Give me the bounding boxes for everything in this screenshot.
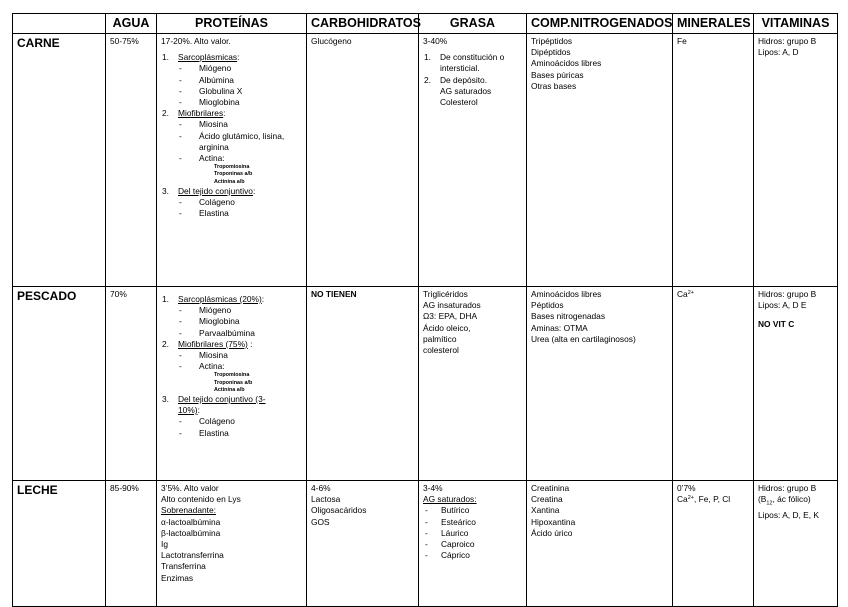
list-item: - Actina: xyxy=(179,361,225,372)
pescado-nitrogenados xyxy=(527,287,673,481)
list-item: Ácido úrico xyxy=(531,527,573,538)
list-item: Bases púricas xyxy=(531,69,584,80)
carne-grasa xyxy=(419,34,527,287)
header-agua: AGUA xyxy=(106,14,157,34)
carne-grasa-item-1: 1. De constitución o intersticial. xyxy=(424,52,505,74)
row-label-carne: CARNE xyxy=(13,34,106,287)
list-item: Creatina xyxy=(531,494,563,505)
carne-proteinas xyxy=(157,34,307,287)
pescado-vit-note: NO VIT C xyxy=(758,319,795,330)
carne-grasa-pct: 3-40% xyxy=(423,36,448,46)
carne-actina-sub-2: Troponinas a/b xyxy=(214,171,253,178)
list-item: Aminoácidos libres xyxy=(531,289,602,299)
list-item: - Láurico xyxy=(425,527,469,538)
pescado-minerales: $Ca^{2+}$ xyxy=(673,287,754,481)
leche-grasa xyxy=(419,481,527,607)
list-item: Péptidos xyxy=(531,300,564,311)
pescado-vit-hidros: Hidros: grupo B xyxy=(758,289,817,299)
list-item: - Globulina X xyxy=(179,85,243,96)
pescado-vitaminas xyxy=(754,287,838,481)
carne-carbohidratos: Glucógeno xyxy=(307,34,419,287)
list-item: 4-6% xyxy=(311,483,331,493)
list-item: Bases nitrogenadas xyxy=(531,311,606,322)
carne-actina-sub-1: Tropomiosina xyxy=(214,164,250,171)
list-item: Lactotransferrina xyxy=(161,550,224,561)
list-item: α-lactoalbúmina xyxy=(161,516,221,527)
list-item: Otras bases xyxy=(531,80,577,91)
list-item: Hipoxantina xyxy=(531,516,576,527)
list-item: - Actina: xyxy=(179,153,225,164)
list-item: Tripéptidos xyxy=(531,36,573,46)
list-item: Alto contenido en Lys xyxy=(161,494,241,505)
header-row xyxy=(13,14,838,34)
pescado-actina-sub-1: Tropomiosina xyxy=(214,372,250,379)
list-item: β-lactoalbúmina xyxy=(161,527,221,538)
header-carbohidratos: CARBOHIDRATOS xyxy=(307,14,419,34)
list-item: - Elastina xyxy=(179,427,229,438)
list-item: Aminoácidos libres xyxy=(531,58,602,69)
leche-grasa-pct: 3-4% xyxy=(423,483,443,493)
list-item: Transferrina xyxy=(161,561,206,572)
list-item: - Esteárico xyxy=(425,516,476,527)
list-item: GOS xyxy=(311,516,330,527)
list-item: Aminas: OTMA xyxy=(531,322,588,333)
leche-vit-lipos: Lipos: A, D, E, K xyxy=(758,510,819,521)
leche-min-pct: 0’7% xyxy=(677,483,696,493)
list-item: Triglicéridos xyxy=(423,289,468,299)
header-proteinas: PROTEÍNAS xyxy=(157,14,307,34)
list-item: Urea (alta en cartilaginosos) xyxy=(531,333,636,344)
list-item: - Caproico xyxy=(425,539,475,550)
list-item: AG insaturados xyxy=(423,300,481,311)
pescado-actina-sub-2: Troponinas a/b xyxy=(214,379,253,386)
list-item: - Miógeno xyxy=(179,63,232,74)
list-item: - Elastina xyxy=(179,208,229,219)
pescado-carbohidratos: NO TIENEN xyxy=(307,287,419,481)
leche-proteinas xyxy=(157,481,307,607)
row-label-pescado: PESCADO xyxy=(13,287,106,481)
pescado-actina-sub-3: Actinina a/b xyxy=(214,386,245,393)
carne-grasa-item-2: 2. De depósito. xyxy=(424,74,488,85)
list-item: Creatinina xyxy=(531,483,570,493)
list-item: Ω3: EPA, DHA xyxy=(423,311,478,322)
list-item: - Albúmina xyxy=(179,74,234,85)
carne-minerales: Fe xyxy=(673,34,754,287)
carne-prot-intro: 17-20%. Alto valor. xyxy=(161,36,231,46)
nutrition-table xyxy=(12,13,838,607)
leche-vit-hidros: Hidros: grupo B ($B_{12}$, ác fólico) xyxy=(758,483,817,507)
row-leche xyxy=(13,481,838,607)
leche-sobrenadante: Sobrenadante: xyxy=(161,505,216,516)
leche-agua: 85-90% xyxy=(106,481,157,607)
list-item: - Miógeno xyxy=(179,305,232,316)
leche-minerales xyxy=(673,481,754,607)
list-item: - Miosina xyxy=(179,119,228,130)
list-item: Dipéptidos xyxy=(531,47,571,58)
carne-vitaminas xyxy=(754,34,838,287)
list-item: Oligosacáridos xyxy=(311,505,367,516)
carne-nitrogenados xyxy=(527,34,673,287)
list-item: Ig xyxy=(161,539,168,550)
leche-nitrogenados xyxy=(527,481,673,607)
list-item: 3’5%. Alto valor xyxy=(161,483,219,493)
carne-agua: 50-75% xyxy=(106,34,157,287)
leche-grasa-title: AG saturados: xyxy=(423,494,477,505)
list-item: colesterol xyxy=(423,345,459,356)
row-carne xyxy=(13,34,838,287)
carne-vit-lipos: Lipos: A, D xyxy=(758,47,799,58)
list-item: Xantina xyxy=(531,505,560,516)
header-empty xyxy=(13,14,106,34)
header-grasa: GRASA xyxy=(419,14,527,34)
leche-carbohidratos xyxy=(307,481,419,607)
carne-vit-hidros: Hidros: grupo B xyxy=(758,36,817,46)
pescado-grasa xyxy=(419,287,527,481)
carne-grasa-extra-2: Colesterol xyxy=(440,97,478,108)
pescado-vit-lipos: Lipos: A, D E xyxy=(758,300,807,311)
list-item: - Butírico xyxy=(425,505,470,516)
list-item: - Mioglobina xyxy=(179,316,240,327)
pescado-proteinas xyxy=(157,287,307,481)
list-item: - Colágeno xyxy=(179,416,235,427)
header-nitrogenados: COMP.NITROGENADOS xyxy=(527,14,673,34)
pescado-prot-group-3: 3. Del tejido conjuntivo (3-10%): xyxy=(162,394,266,416)
row-label-leche: LECHE xyxy=(13,481,106,607)
row-pescado xyxy=(13,287,838,481)
leche-vitaminas xyxy=(754,481,838,607)
list-item: - Miosina xyxy=(179,350,228,361)
list-item: Ácido oleico, palmítico xyxy=(423,322,471,344)
list-item: - Mioglobina xyxy=(179,97,240,108)
list-item: - Parvaalbúmina xyxy=(179,327,255,338)
list-item: - Ácido glutámico, lisina, arginina xyxy=(179,130,285,152)
carne-actina-sub-3: Actinina a/b xyxy=(214,178,245,185)
pescado-prot-group-2: 2. Miofibrilares (75%) : xyxy=(162,338,253,349)
leche-min-list: $Ca^{2+}$, Fe, P, Cl xyxy=(677,494,731,505)
pescado-agua: 70% xyxy=(106,287,157,481)
carne-grasa-extra-1: AG saturados xyxy=(440,85,492,96)
list-item: - Colágeno xyxy=(179,197,235,208)
carne-prot-group-2: 2. Miofibrilares: xyxy=(162,108,226,119)
header-vitaminas: VITAMINAS xyxy=(754,14,838,34)
pescado-prot-group-1: 1. Sarcoplásmicas (20%): xyxy=(162,294,265,304)
list-item: Enzimas xyxy=(161,572,194,583)
header-minerales: MINERALES xyxy=(673,14,754,34)
list-item: Lactosa xyxy=(311,494,341,505)
carne-prot-group-1: 1. Sarcoplásmicas: xyxy=(162,52,240,63)
list-item: - Cáprico xyxy=(425,550,470,561)
carne-prot-group-3: 3. Del tejido conjuntivo: xyxy=(162,185,256,196)
